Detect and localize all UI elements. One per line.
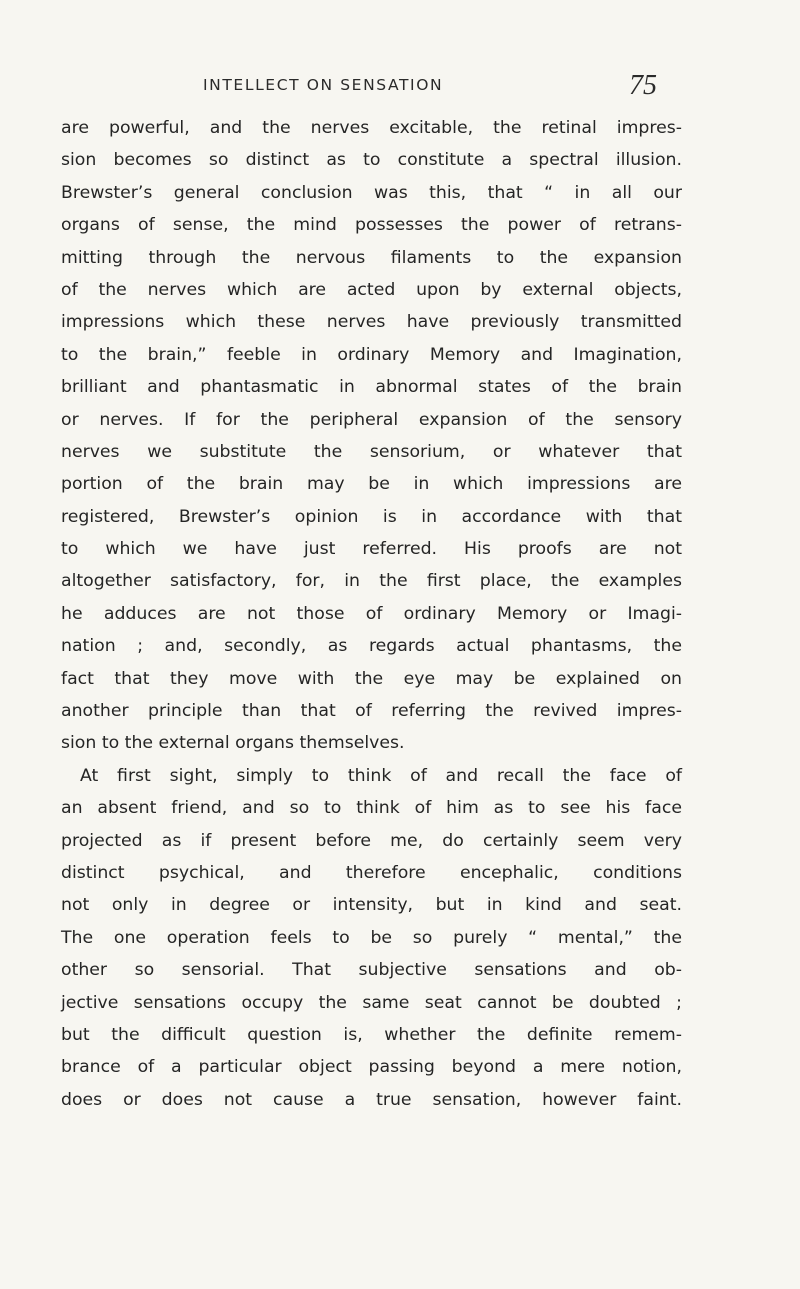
running-head: INTELLECT ON SENSATION xyxy=(203,76,444,94)
text-line: Brewster’s general conclusion was this, that “ in all our xyxy=(61,182,682,203)
text-line: organs of sense, the mind possesses the power of retrans- xyxy=(61,215,682,236)
text-line: other so sensorial. That subjective sensations and ob- xyxy=(61,960,682,981)
text-line: to the brain,” feeble in ordinary Memory and Imagination, xyxy=(61,344,682,365)
text-line: does or does not cause a true sensation, however faint. xyxy=(61,1089,682,1110)
text-line: fact that they move with the eye may be explained on xyxy=(61,668,682,689)
text-line: an absent friend, and so to think of him as to see his face xyxy=(61,798,682,819)
text-line: impressions which these nerves have previously transmitted xyxy=(61,312,682,333)
text-line: brilliant and phantasmatic in abnormal states of the brain xyxy=(61,377,682,398)
text-line-paragraph-start: At first sight, simply to think of and recall the face of xyxy=(80,765,682,786)
text-line: or nerves. If for the peripheral expansion of the sensory xyxy=(61,409,682,430)
text-line: sion to the external organs themselves. xyxy=(61,733,405,754)
text-line: sion becomes so distinct as to constitute a spectral illusion. xyxy=(61,150,682,171)
text-line: of the nerves which are acted upon by external objects, xyxy=(61,279,682,300)
text-line: he adduces are not those of ordinary Memory or Imagi- xyxy=(61,603,682,624)
page-header xyxy=(0,68,800,104)
text-line: brance of a particular object passing beyond a mere notion, xyxy=(61,1057,682,1078)
text-line: portion of the brain may be in which impressions are xyxy=(61,474,682,495)
text-line: registered, Brewster’s opinion is in accordance with that xyxy=(61,506,682,527)
text-line: to which we have just referred. His proofs are not xyxy=(61,539,682,560)
text-line: altogether satisfactory, for, in the first place, the examples xyxy=(61,571,682,592)
text-line: The one operation feels to be so purely “ mental,” the xyxy=(61,927,682,948)
text-line: projected as if present before me, do certainly seem very xyxy=(61,830,682,851)
text-line: distinct psychical, and therefore encephalic, conditions xyxy=(61,862,682,883)
text-line: not only in degree or intensity, but in kind and seat. xyxy=(61,895,682,916)
text-line: nation ; and, secondly, as regards actual phantasms, the xyxy=(61,636,682,657)
text-line: are powerful, and the nerves excitable, the retinal impres- xyxy=(61,118,682,138)
text-line: nerves we substitute the sensorium, or whatever that xyxy=(61,441,682,462)
text-line: another principle than that of referring the revived impres- xyxy=(61,701,682,722)
text-line: mitting through the nervous filaments to the expansion xyxy=(61,247,682,268)
text-line: jective sensations occupy the same seat cannot be doubted ; xyxy=(61,992,682,1013)
page-number: 75 xyxy=(629,70,657,101)
text-line: but the difficult question is, whether the definite remem- xyxy=(61,1024,682,1045)
body-text xyxy=(61,112,682,1116)
